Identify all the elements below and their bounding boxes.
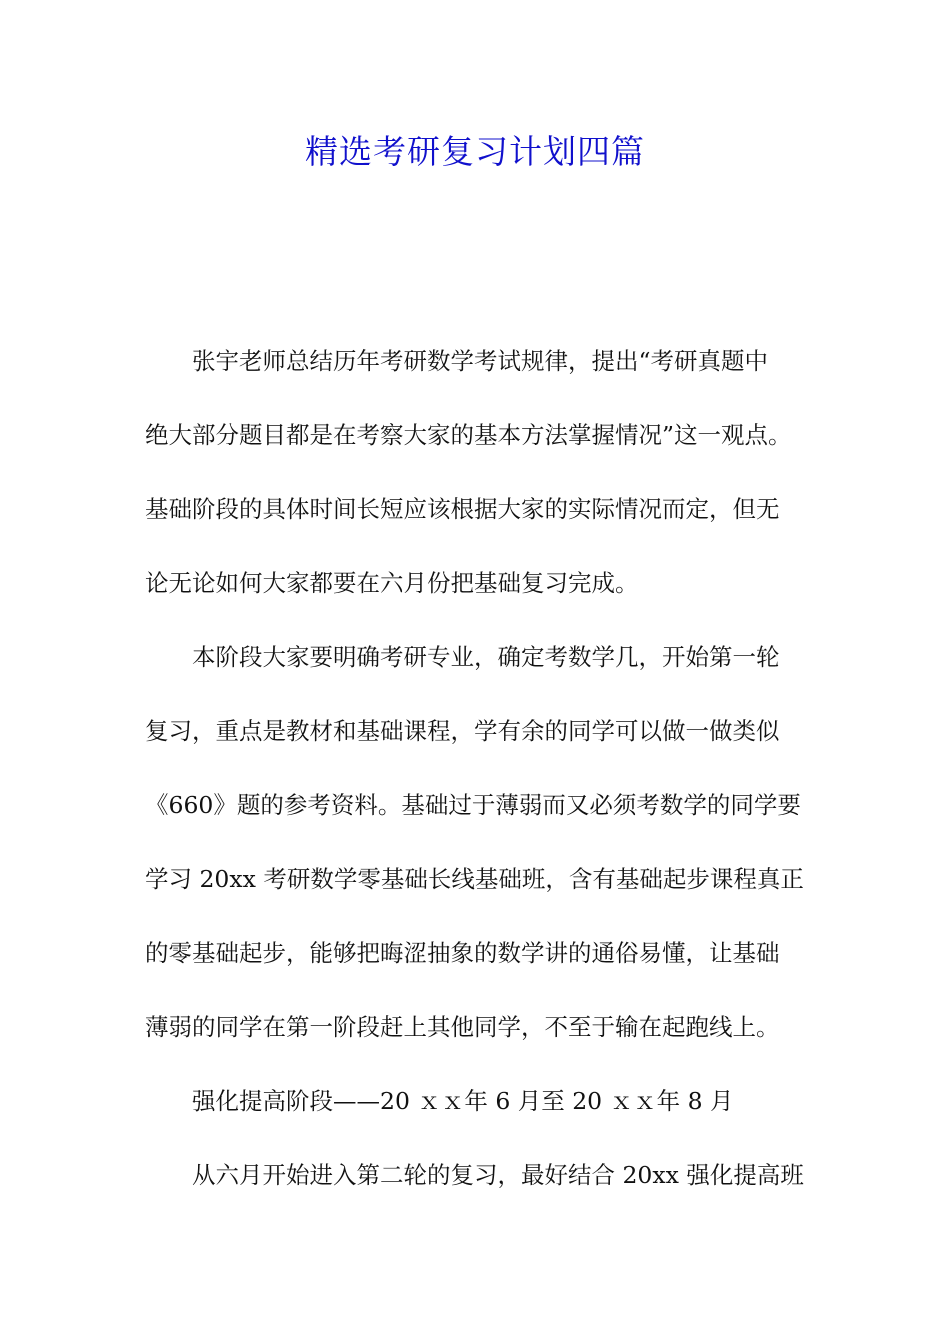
paragraph-line: 张宇老师总结历年考研数学考试规律，提出“考研真题中 [192, 347, 769, 375]
paragraph-line: 薄弱的同学在第一阶段赶上其他同学，不至于输在起跑线上。 [145, 1013, 780, 1041]
paragraph-line: 基础阶段的具体时间长短应该根据大家的实际情况而定，但无 [145, 495, 780, 523]
paragraph-line: 学习 20xx 考研数学零基础长线基础班，含有基础起步课程真正 [145, 865, 804, 893]
paragraph-line: 绝大部分题目都是在考察大家的基本方法掌握情况”这一观点。 [145, 421, 792, 449]
paragraph-line: 的零基础起步，能够把晦涩抽象的数学讲的通俗易懂，让基础 [145, 939, 780, 967]
paragraph-line: 《660》题的参考资料。基础过于薄弱而又必须考数学的同学要 [145, 791, 801, 819]
document-body [145, 336, 815, 1224]
paragraph-line: 复习，重点是教材和基础课程，学有余的同学可以做一做类似 [145, 717, 780, 745]
paragraph-line: 论无论如何大家都要在六月份把基础复习完成。 [145, 569, 639, 597]
section-heading-line: 强化提高阶段——20 ｘｘ年 6 月至 20 ｘｘ年 8 月 [192, 1087, 734, 1115]
document-title: 精选考研复习计划四篇 [305, 132, 645, 171]
paragraph-line: 从六月开始进入第二轮的复习，最好结合 20xx 强化提高班 [192, 1161, 804, 1189]
paragraph-line: 本阶段大家要明确考研专业，确定考数学几，开始第一轮 [192, 643, 780, 671]
